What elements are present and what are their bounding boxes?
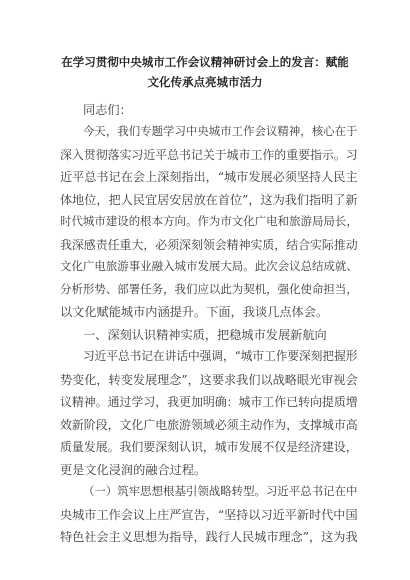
paragraph-line: 习近平总书记在讲话中强调，“城市工作要深刻把握形 xyxy=(83,349,358,363)
title-line-2: 文化传承点亮城市活力 xyxy=(147,75,263,89)
paragraph-line: 时代城市建设的根本方向。作为市文化广电和旅游局局长， xyxy=(60,214,358,228)
paragraph-line: 央城市工作会议上庄严宣告，“坚持以习近平新时代中国 xyxy=(60,508,358,522)
paragraph-line: 质量发展。我们要深刻认识，城市发展不仅是经济建设， xyxy=(60,440,358,454)
salutation: 同志们： xyxy=(83,103,132,117)
paragraph-line: 更是文化浸润的融合过程。 xyxy=(60,463,207,477)
paragraph-line: 今天，我们专题学习中央城市工作会议精神，核心在于 xyxy=(83,124,358,138)
paragraph-line: 文化广电旅游事业融入城市发展大局。此次会议总结成就、 xyxy=(60,259,358,273)
paragraph-line: 分析形势、部署任务，我们应以此为契机，强化使命担当， xyxy=(60,282,358,296)
paragraph-line: 深入贯彻落实习近平总书记关于城市工作的重要指示。习 xyxy=(60,148,358,162)
paragraph-line: 以文化赋能城市内涵提升。下面，我谈几点体会。 xyxy=(60,305,329,319)
paragraph-line: 势变化，转变发展理念”，这要求我们以战略眼光审视会 xyxy=(60,373,358,387)
document-title xyxy=(40,52,370,92)
paragraph-line: 近平总书记在会上深刻指出，“城市发展必须坚持人民主 xyxy=(60,170,358,184)
title-line-1: 在学习贯彻中央城市工作会议精神研讨会上的发言：赋能 xyxy=(61,55,349,69)
paragraph-line: 体地位，把人民宜居安居放在首位”，这为我们指明了新 xyxy=(60,193,358,207)
paragraph-line: 效新阶段，文化广电旅游领域必须主动作为，支撑城市高 xyxy=(60,418,358,432)
section-heading: 一、深刻认识精神实质，把稳城市发展新航向 xyxy=(83,328,327,342)
paragraph-line: 议精神。通过学习，我更加明确：城市工作已转向提质增 xyxy=(60,395,358,409)
subsection-line: （一）筑牢思想根基引领战略转型。习近平总书记在中 xyxy=(83,484,358,498)
paragraph-line: 我深感责任重大，必须深刻领会精神实质，结合实际推动 xyxy=(60,238,358,252)
paragraph-line: 特色社会主义思想为指导，践行人民城市理念”，这为我 xyxy=(60,530,358,544)
